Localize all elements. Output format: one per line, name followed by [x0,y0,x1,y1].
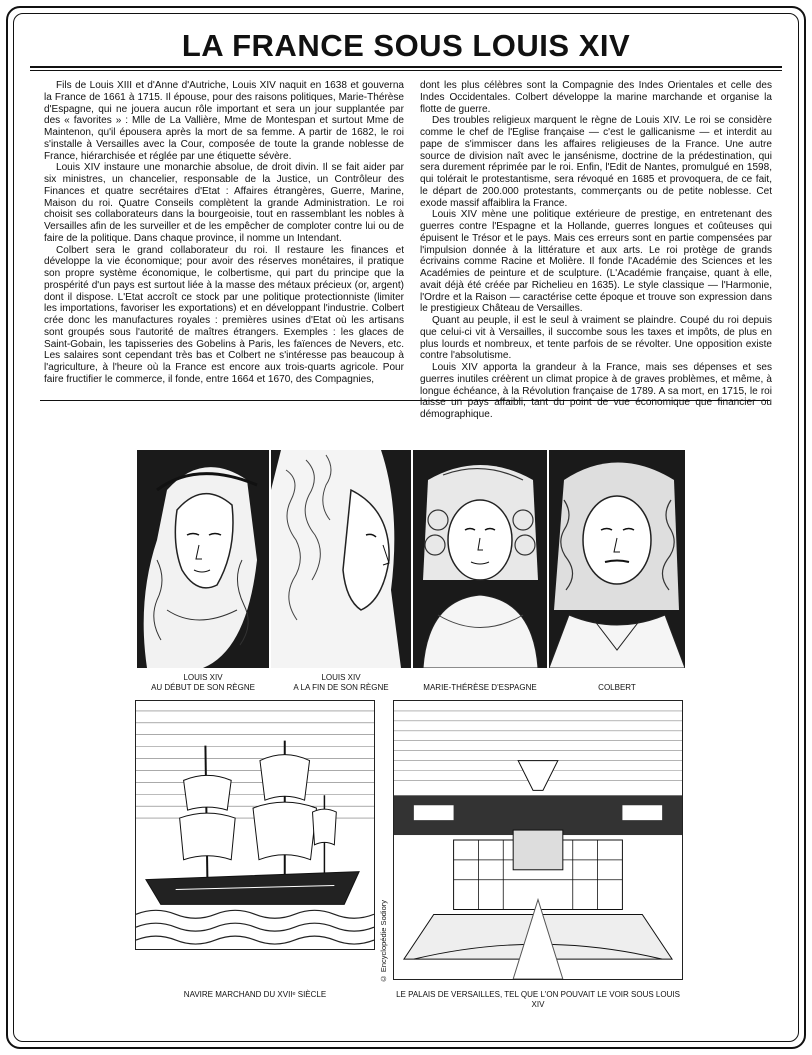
paragraph: Colbert sera le grand collaborateur du roi. Il restaure les finances et développe la vie économique; pour avoir des réserves monétaires, il pratique son propre système économique, le colbertisme, qui part du principe que la prospérité d'un pays est surtout liée à la masse des métaux précieux (or, argent) dont il dispose. L'Etat accroît ce stock par une politique protectionniste (limiter les importations, favoriser les exportations) et en développant l'industrie. Colbert crée donc les manufactures royales : premières usines d'Etat où les artisans sont groupés sous l'autorité de maîtres étrangers. Exemples : les glaces de Saint-Gobain, les tapisseries des Gobelins à Paris, les faïences de Nevers, etc. Les salaires sont cependant très bas et Colbert ne s'intéresse pas beaucoup à l'agriculture, à l'heure où la France est encore aux trois-quarts agricole. Pour faire fructifier le commerce, il fonde, entre 1664 et 1670, des Compagnies, [44,244,404,385]
portrait-louis-xiv-young [137,450,269,668]
caption-line: LOUIS XIV [183,673,223,682]
page-title: LA FRANCE SOUS LOUIS XIV [181,28,631,63]
caption-ship: NAVIRE MARCHAND DU XVIIᵉ SIÈCLE [183,990,327,999]
title-rule-thin [30,70,782,71]
versailles-illustration [393,700,683,980]
caption-line: LOUIS XIV [321,673,361,682]
caption-colbert: COLBERT [598,683,636,692]
caption-louis-xiv-young [137,673,269,694]
portrait-louis-xiv-old [271,450,411,668]
text-column-left [44,80,404,386]
portrait-marie-therese [413,450,547,668]
paragraph: Louis XIV apporta la grandeur à la France, mais ses dépenses et ses guerres inutiles créèrent un climat propice à de graves problèmes, et même, à longue échéance, à la Révolution française de 1789. A sa mort, en 1715, le roi laisse un pays affaibli, tant du point de vue économique que financier ou démographique. [420,362,772,420]
text-column-right [420,80,772,421]
title-rule [30,66,782,68]
portrait-colbert [549,450,685,668]
paragraph: Fils de Louis XIII et d'Anne d'Autriche, Louis XIV naquit en 1638 et gouverna la France de 1661 à 1715. Il épouse, pour des raisons politiques, Marie-Thérèse d'Espagne, qui ne jouera aucun rôle important et sera un jour supplantée par des « favorites » : Mlle de La Vallière, Mme de Montespan et surtout Mme de Maintenon, qu'il épousera après la mort de sa femme. A partir de 1682, le roi s'installe à Versailles avec la Cour, composée de toute la grande noblesse de France, hiérarchisée et réglée par une étiquette sévère. [44,80,404,162]
paragraph: Louis XIV instaure une monarchie absolue, de droit divin. Il se fait aider par six ministres, un chancelier, responsable de la Justice, un Contrôleur des Finances et quatre secrétaires d'Etat : Affaires étrangères, Guerre, Marine, Maison du roi. Quatre Conseils complètent la grande Administration. Le roi choisit ses collaborateurs dans la bourgeoisie, tout en rassemblant les nobles à Versailles afin de les surveiller et de les empêcher de comploter contre lui ou de faire de la politique. Dans chaque province, il nomme un Intendant. [44,162,404,244]
caption-marie-therese: MARIE-THÉRÈSE D'ESPAGNE [423,683,537,692]
paragraph: Quant au peuple, il est le seul à vraiment se plaindre. Coupé du roi depuis que celui-ci vit à Versailles, il succombe sous les taxes et impôts, de plus en plus lourds et nombreux, et tente parfois de se révolter. Une opposition existe contre l'absolutisme. [420,315,772,362]
ship-illustration [135,700,375,950]
caption-louis-xiv-old [271,673,411,694]
paragraph: Louis XIV mène une politique extérieure de prestige, en entretenant des guerres contre l'Espagne et la Hollande, guerres longues et coûteuses qui épuisent le Trésor et le pays. Mais ces erreurs sont en partie compensées par l'impulsion donnée à la littérature et aux arts. Le roi protège de grands écrivains comme Racine et Molière. Il fonde l'Académie des Sciences et les Académies de peinture et de sculpture. (L'Académie française, quant à elle, avait déjà été créée par Richelieu en 1635). Le style classique — l'Harmonie, l'Ordre et la Raison — caractérise cette époque et trouve son expression dans le prestigieux Château de Versailles. [420,209,772,315]
paragraph: Des troubles religieux marquent le règne de Louis XIV. Le roi se considère comme le chef de l'Eglise française — c'est le gallicanisme — et interdit au pape de s'immiscer dans les affaires religieuses de la France. Une autre source de division naît avec le jansénisme, doctrine de la prédestination, qui sera durement réprimée par le roi. Enfin, l'Edit de Nantes, promulgué en 1598, qui tolérait le protestantisme, sera révoqué en 1685 et provoquera, de ce fait, le départ de 200.000 protestants, commerçants ou de petite noblesse. Cet exode massif affaiblira la France. [420,115,772,209]
caption-line: A LA FIN DE SON RÈGNE [293,683,389,693]
caption-line: AU DÉBUT DE SON RÈGNE [151,683,255,693]
copyright-notice: © Encyclopédie Sodiory [379,900,388,984]
paragraph: dont les plus célèbres sont la Compagnie des Indes Orientales et celle des Indes Occidentales. Colbert développe la marine marchande et organise la flotte de guerre. [420,80,772,115]
caption-versailles: LE PALAIS DE VERSAILLES, TEL QUE L'ON POUVAIT LE VOIR SOUS LOUIS XIV [396,990,680,1010]
section-divider [40,400,770,401]
